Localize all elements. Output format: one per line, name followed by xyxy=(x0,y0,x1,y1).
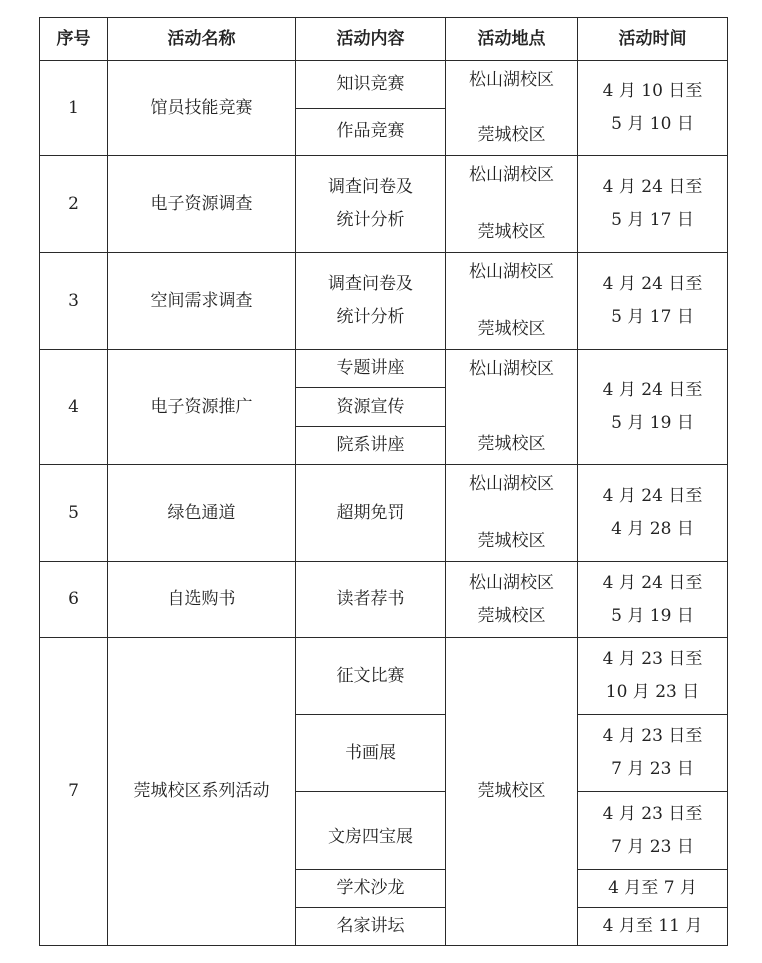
header-name: 活动名称 xyxy=(108,18,296,61)
table-row xyxy=(40,465,728,562)
activity-name: 电子资源调查 xyxy=(108,156,296,253)
activity-name: 空间需求调查 xyxy=(108,253,296,350)
header-no: 序号 xyxy=(40,18,108,61)
place-line: 莞城校区 xyxy=(477,319,546,340)
place-line: 莞城校区 xyxy=(477,434,546,455)
table-row xyxy=(40,61,728,109)
table-row xyxy=(40,350,728,388)
activity-content xyxy=(296,253,446,350)
time-line: 5 月 17 日 xyxy=(611,307,694,327)
activity-content: 资源宣传 xyxy=(296,388,446,426)
time-line: 4 月 23 日至 xyxy=(602,803,703,824)
activity-name: 自选购书 xyxy=(108,562,296,638)
activity-name: 莞城校区系列活动 xyxy=(108,638,296,946)
activity-time xyxy=(578,61,728,156)
activity-content: 书画展 xyxy=(296,715,446,792)
activity-content: 作品竞赛 xyxy=(296,108,446,156)
time-line: 5 月 19 日 xyxy=(611,413,694,433)
activity-time: 4 月至 7 月 xyxy=(578,870,728,908)
content-line: 统计分析 xyxy=(336,210,405,230)
header-place: 活动地点 xyxy=(446,18,578,61)
row-number: 1 xyxy=(40,61,108,156)
time-line: 4 月 10 日至 xyxy=(602,81,703,102)
place-line: 莞城校区 xyxy=(477,125,546,146)
row-number: 4 xyxy=(40,350,108,465)
table-row xyxy=(40,638,728,715)
activity-time xyxy=(578,156,728,253)
activity-content: 征文比赛 xyxy=(296,638,446,715)
activity-time xyxy=(578,792,728,870)
activity-content: 超期免罚 xyxy=(296,465,446,562)
time-line: 4 月 23 日至 xyxy=(602,649,703,670)
activity-time xyxy=(578,638,728,715)
row-number: 2 xyxy=(40,156,108,253)
time-line: 4 月 24 日至 xyxy=(602,486,703,507)
table-row xyxy=(40,156,728,253)
activity-name: 馆员技能竞赛 xyxy=(108,61,296,156)
activity-content: 知识竞赛 xyxy=(296,61,446,109)
row-number: 6 xyxy=(40,562,108,638)
place-line: 松山湖校区 xyxy=(469,572,554,593)
time-line: 4 月 24 日至 xyxy=(602,380,703,401)
activity-content: 院系讲座 xyxy=(296,426,446,464)
activity-content: 名家讲坛 xyxy=(296,908,446,946)
activity-place xyxy=(446,350,578,465)
time-line: 7 月 23 日 xyxy=(611,836,694,857)
place-line: 莞城校区 xyxy=(477,605,546,626)
activity-place xyxy=(446,465,578,562)
time-line: 4 月 24 日至 xyxy=(602,274,703,295)
activity-time xyxy=(578,715,728,792)
activity-content: 学术沙龙 xyxy=(296,870,446,908)
content-line: 调查问卷及 xyxy=(328,177,413,198)
row-number: 7 xyxy=(40,638,108,946)
time-line: 4 月 23 日至 xyxy=(602,726,703,747)
place-line: 松山湖校区 xyxy=(469,70,554,90)
content-line: 统计分析 xyxy=(336,307,405,327)
activity-name: 绿色通道 xyxy=(108,465,296,562)
table-row xyxy=(40,562,728,638)
place-line: 莞城校区 xyxy=(477,531,546,552)
activity-place xyxy=(446,562,578,638)
row-number: 3 xyxy=(40,253,108,350)
activity-time xyxy=(578,562,728,638)
activity-place xyxy=(446,61,578,156)
activity-time: 4 月至 11 月 xyxy=(578,908,728,946)
row-number: 5 xyxy=(40,465,108,562)
activity-schedule-table xyxy=(39,17,728,946)
activity-name: 电子资源推广 xyxy=(108,350,296,465)
activity-place xyxy=(446,156,578,253)
place-line: 松山湖校区 xyxy=(469,165,554,185)
time-line: 5 月 19 日 xyxy=(611,605,694,626)
place-line: 松山湖校区 xyxy=(469,474,554,494)
header-row xyxy=(40,18,728,61)
place-line: 松山湖校区 xyxy=(469,262,554,282)
activity-content xyxy=(296,156,446,253)
place-line: 莞城校区 xyxy=(477,222,546,243)
content-line: 调查问卷及 xyxy=(328,274,413,295)
activity-time xyxy=(578,465,728,562)
time-line: 4 月 28 日 xyxy=(611,519,694,539)
activity-content: 读者荐书 xyxy=(296,562,446,638)
time-line: 10 月 23 日 xyxy=(605,682,700,702)
time-line: 4 月 24 日至 xyxy=(602,177,703,198)
activity-place: 莞城校区 xyxy=(446,638,578,946)
table-row xyxy=(40,253,728,350)
activity-time xyxy=(578,350,728,465)
time-line: 4 月 24 日至 xyxy=(602,572,703,593)
time-line: 5 月 10 日 xyxy=(611,114,694,134)
activity-content: 文房四宝展 xyxy=(296,792,446,870)
activity-content: 专题讲座 xyxy=(296,350,446,388)
time-line: 5 月 17 日 xyxy=(611,210,694,230)
header-content: 活动内容 xyxy=(296,18,446,61)
activity-place xyxy=(446,253,578,350)
place-line: 松山湖校区 xyxy=(469,359,554,379)
time-line: 7 月 23 日 xyxy=(611,759,694,779)
activity-time xyxy=(578,253,728,350)
header-time: 活动时间 xyxy=(578,18,728,61)
